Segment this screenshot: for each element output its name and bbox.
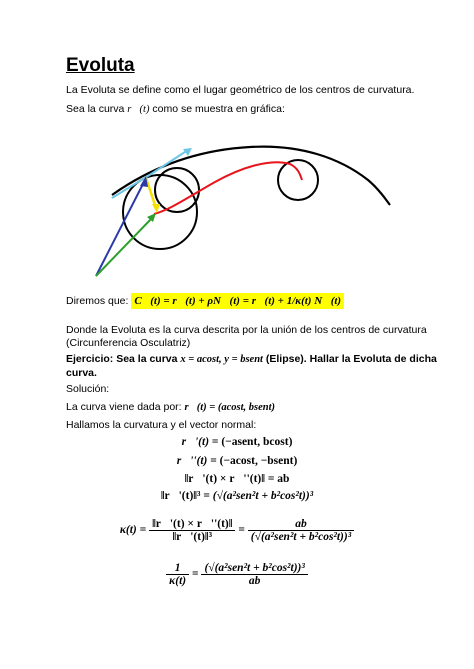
eq-kappa-frac-1 bbox=[149, 518, 235, 543]
eq-r1-rhs: = (−asent, bcost) bbox=[211, 436, 293, 448]
intro-text: La Evoluta se define como el lugar geométrico de los centros de curvatura. bbox=[66, 84, 415, 96]
exercise-prefix: Ejercicio: Sea la curva bbox=[66, 353, 181, 365]
eq-norm-rhs: (√(a²sen²t + b²cos²t))³ bbox=[212, 490, 314, 502]
given-line bbox=[66, 400, 275, 415]
eq-first-derivative bbox=[0, 436, 474, 448]
osculating-circle-medium bbox=[155, 168, 199, 212]
eq-kappa-equals: = bbox=[238, 524, 245, 537]
curve-intro-suffix: como se muestra en gráfica: bbox=[149, 103, 285, 115]
eq-kappa-den-2: (√(a²sen²t + b²cos²t))³ bbox=[250, 531, 352, 543]
given-formula: r⃗(t) = (acost, bsent) bbox=[184, 402, 276, 413]
eq-curvature bbox=[0, 518, 474, 543]
solution-label: Solución: bbox=[66, 383, 110, 395]
curve-symbol: r⃗(t) bbox=[127, 104, 150, 115]
tangent-vector bbox=[148, 150, 188, 176]
eq-kappa-num-2: ab bbox=[248, 518, 354, 531]
eq-r1-lhs: r⃗'(t) bbox=[181, 436, 210, 448]
normal-intro-line: Hallamos la curvatura y el vector normal: bbox=[66, 419, 257, 431]
eq-inv-lhs-num: 1 bbox=[166, 562, 189, 575]
exercise-formula: x = acost, y = bsent bbox=[180, 354, 263, 365]
eq-kappa-num-1: ‖r⃗'(t) × r⃗''(t)‖ bbox=[149, 518, 235, 531]
page-title: Evoluta bbox=[66, 55, 135, 76]
position-vector bbox=[96, 182, 144, 276]
osculating-circle-small bbox=[278, 160, 318, 200]
eq-inv-den: ab bbox=[248, 575, 261, 587]
eq-second-derivative bbox=[0, 455, 474, 467]
definition-line-1: Donde la Evoluta es la curva descrita por la unión de los centros de curvatura bbox=[66, 324, 427, 336]
given-prefix: La curva viene dada por: bbox=[66, 401, 185, 413]
eq-kappa-frac-2 bbox=[248, 518, 354, 543]
eq-r2-lhs: r⃗''(t) bbox=[176, 455, 208, 467]
eq-inv-num: (√(a²sen²t + b²cos²t))³ bbox=[201, 562, 307, 575]
eq-norm-cubed bbox=[0, 490, 474, 502]
exercise-suffix: (Elipse). Hallar la Evoluta de dicha bbox=[262, 353, 437, 365]
eq-radius-equals: = bbox=[192, 568, 199, 581]
center-formula: C⃗(t) = r⃗(t) + ρN⃗(t) = r⃗(t) + 1/κ(t) N⃗(t) bbox=[131, 293, 344, 309]
center-vector bbox=[96, 218, 152, 276]
eq-inv-lhs-den: κ(t) bbox=[169, 575, 187, 587]
exercise-line-2: curva. bbox=[66, 367, 97, 379]
diremos-label: Diremos que: bbox=[66, 295, 132, 307]
curve-intro-prefix: Sea la curva bbox=[66, 103, 128, 115]
definition-line-2: (Circunferencia Osculatriz) bbox=[66, 337, 191, 349]
diremos-line bbox=[66, 294, 344, 308]
eq-inv-kappa-frac bbox=[166, 562, 189, 587]
eq-kappa-den-1: ‖r⃗'(t)‖³ bbox=[172, 531, 213, 543]
eq-cross-product: ‖r⃗'(t) × r⃗''(t)‖ = ab bbox=[184, 473, 290, 485]
exercise-line bbox=[66, 352, 437, 367]
eq-norm-lhs: ‖r⃗'(t)‖³ = bbox=[160, 490, 210, 502]
eq-r2-rhs: = (−acost, −bsent) bbox=[210, 455, 298, 467]
eq-kappa-lhs: κ(t) = bbox=[119, 524, 147, 537]
eq-radius bbox=[0, 562, 474, 587]
eq-radius-frac bbox=[201, 562, 307, 587]
